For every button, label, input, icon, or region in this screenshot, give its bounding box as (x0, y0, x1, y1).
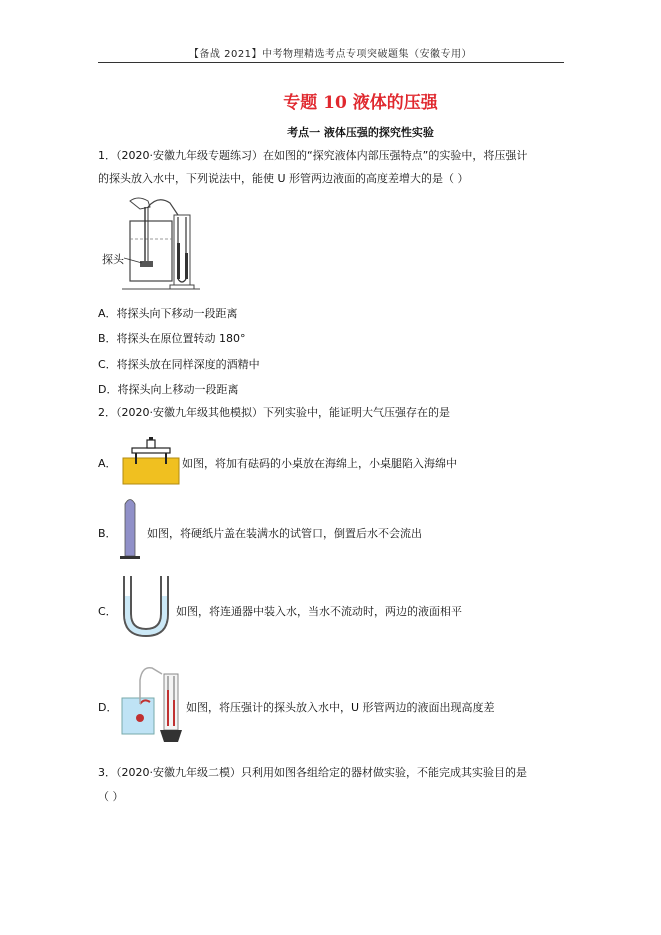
q2-option-a-text: 如图，将加有砝码的小桌放在海绵上，小桌腿陷入海绵中 (182, 457, 457, 470)
q1-figure-label: 探头 (102, 253, 124, 266)
q2-pressure-gauge-figure (118, 660, 188, 746)
q2-option-d-text: 如图，将压强计的探头放入水中，U 形管两边的液面出现高度差 (186, 701, 495, 714)
q3-stem-line1: 3．（2020·安徽九年级二模）只利用如图各组给定的器材做实验，不能完成其实验目的是 (98, 766, 527, 779)
q2-option-d-letter: D． (98, 701, 118, 714)
document-header: 【备战 2021】中考物理精选考点专项突破题集（安徽专用） (188, 49, 473, 60)
q1-stem-line1: 1．（2020·安徽九年级专题练习）在如图的“探究液体内部压强特点”的实验中，将压强计 (98, 149, 528, 162)
q1-option-c: C．将探头放在同样深度的酒精中 (98, 358, 260, 371)
q1-option-d: D．将探头向上移动一段距离 (98, 383, 239, 396)
q3-stem-line2: （ ） (98, 790, 124, 803)
q2-option-b-letter: B． (98, 527, 117, 540)
section-heading: 考点一 液体压强的探究性实验 (287, 126, 434, 139)
q1-option-a: A．将探头向下移动一段距离 (98, 307, 238, 320)
q1-option-b: B．将探头在原位置转动 180° (98, 332, 246, 345)
q1-stem-line2: 的探头放入水中，下列说法中，能使 U 形管两边液面的高度差增大的是（ ） (98, 172, 469, 185)
q2-sponge-table-figure (122, 436, 180, 486)
q2-option-c-text: 如图，将连通器中装入水，当水不流动时，两边的液面相平 (176, 605, 462, 618)
page-title: 专题 10 液体的压强 (283, 93, 438, 113)
q1-pressure-gauge-figure (100, 193, 210, 298)
q2-option-c-letter: C． (98, 605, 117, 618)
header-divider (98, 62, 564, 63)
q2-stem: 2．（2020·安徽九年级其他模拟）下列实验中，能证明大气压强存在的是 (98, 406, 450, 419)
q2-option-b-text: 如图，将硬纸片盖在装满水的试管口，倒置后水不会流出 (147, 527, 422, 540)
q2-test-tube-figure (118, 496, 142, 562)
q2-option-a-letter: A． (98, 457, 117, 470)
q2-connected-vessel-figure (120, 574, 172, 640)
